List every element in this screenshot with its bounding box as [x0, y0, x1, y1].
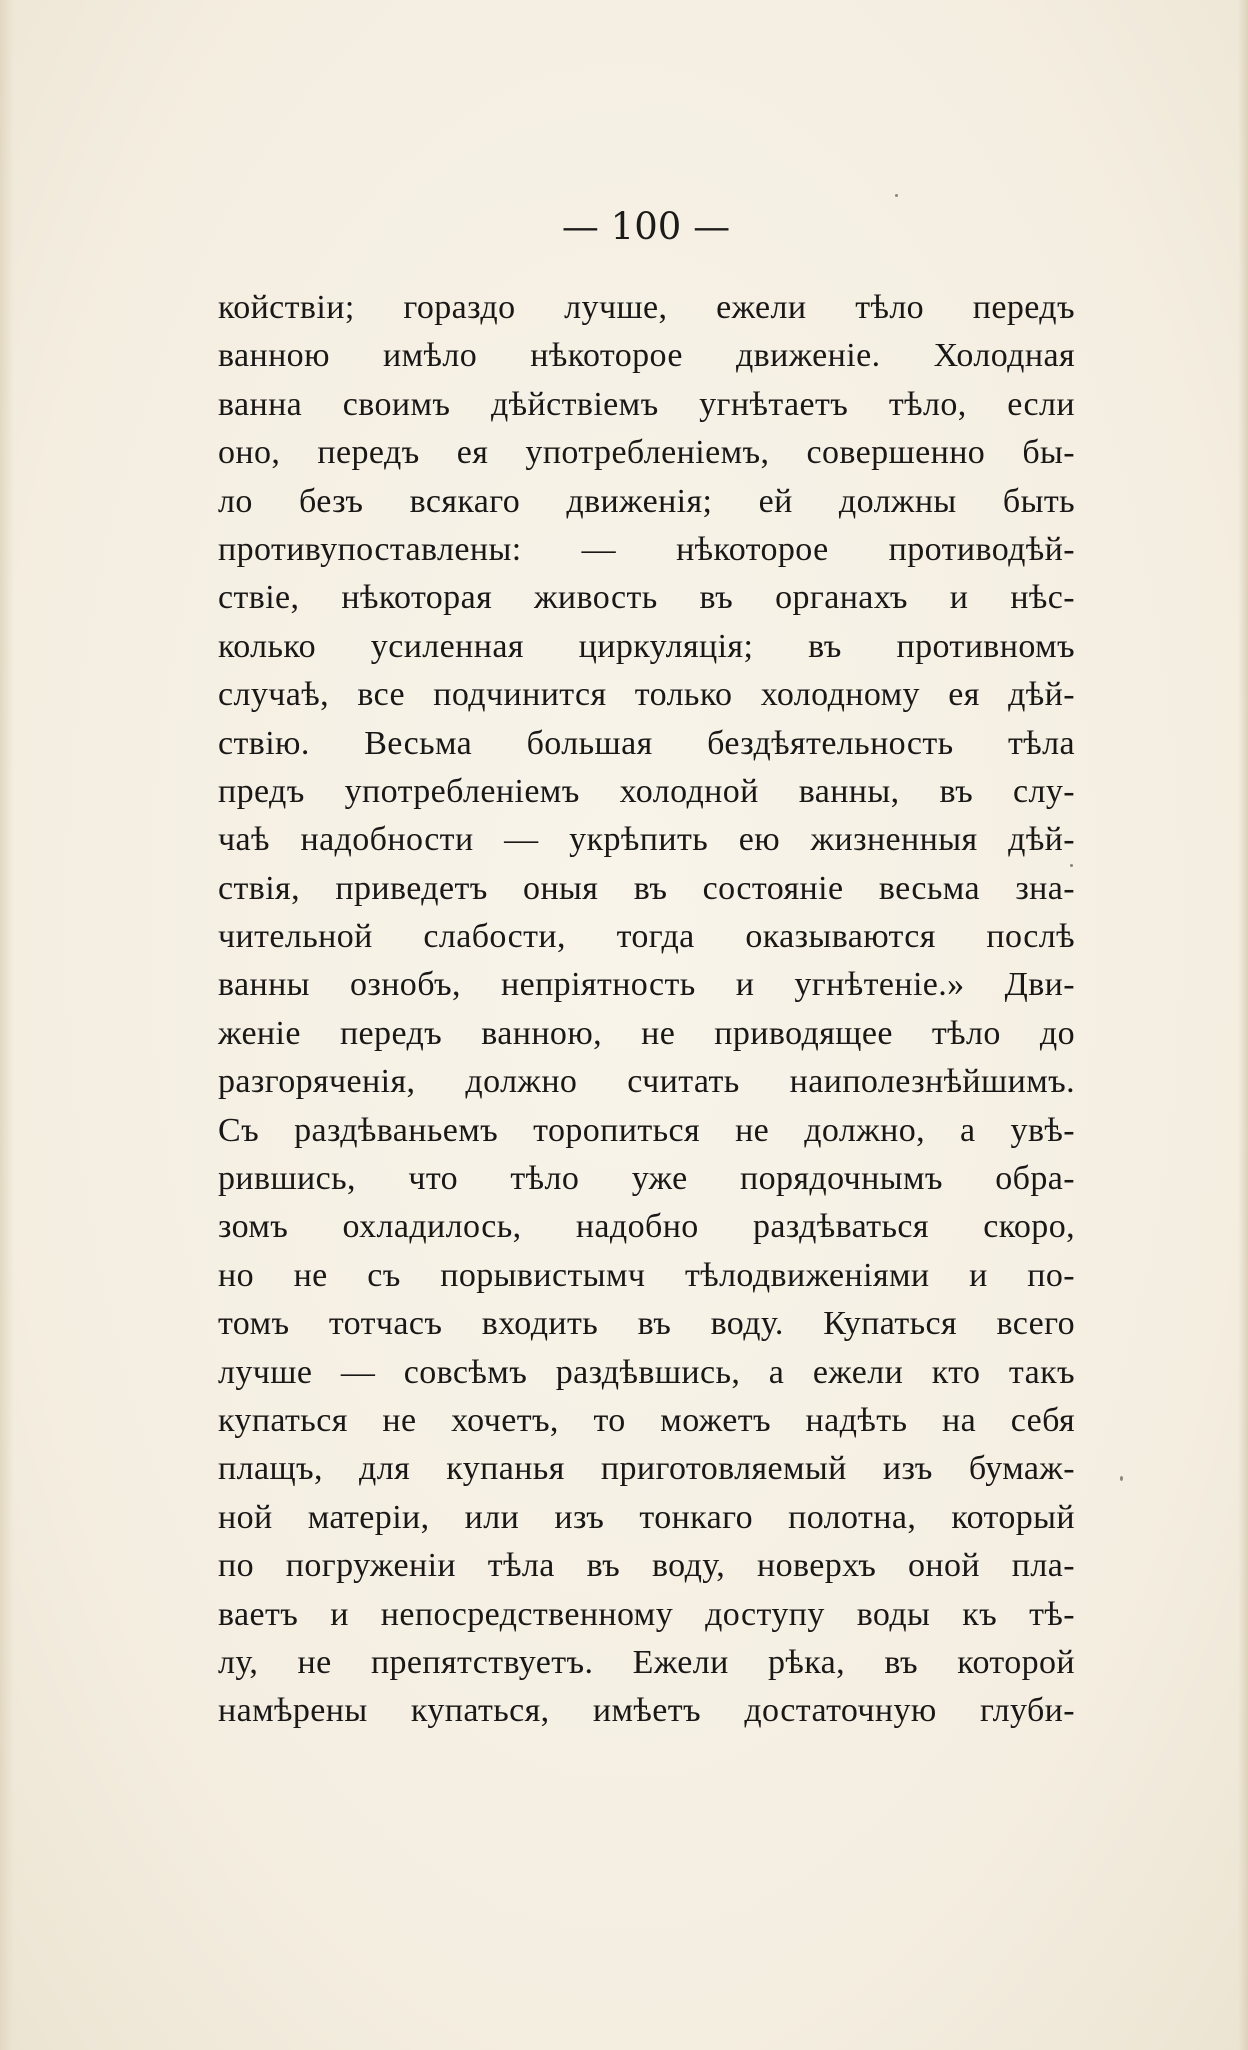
page-edge-shadow-right	[1238, 0, 1248, 2050]
text-line: по погруженіи тѣла въ воду, новерхъ оной пла-	[218, 1547, 1075, 1585]
text-line: колько усиленная циркуляція; въ противномъ	[218, 627, 1075, 665]
text-line: лучше — совсѣмъ раздѣвшись, а ежели кто такъ	[218, 1353, 1075, 1391]
text-line: койствіи; гораздо лучше, ежели тѣло передъ	[218, 289, 1075, 326]
paper-speck	[895, 194, 898, 197]
text-line: томъ тотчасъ входить въ воду. Купаться всего	[218, 1305, 1075, 1343]
text-line: чительной слабости, тогда оказываются послѣ	[218, 918, 1075, 956]
text-line: зомъ охладилось, надобно раздѣваться скоро,	[218, 1208, 1075, 1246]
paper-speck	[1070, 864, 1073, 867]
page-number: — 100 —	[561, 205, 731, 248]
text-line: лу, не препятствуетъ. Ежели рѣка, въ которой	[218, 1643, 1075, 1681]
text-line: разгоряченія, должно считать наиполезнѣйшимъ.	[218, 1063, 1075, 1101]
text-line: оно, передъ ея употребленіемъ, совершенно бы-	[218, 434, 1075, 472]
text-line: чаѣ надобности — укрѣпить ею жизненныя дѣй-	[218, 821, 1075, 859]
text-line: ванною имѣло нѣкоторое движеніе. Холодная	[218, 337, 1075, 375]
body-text	[218, 284, 1075, 1736]
text-line: Съ раздѣваньемъ торопиться не должно, а увѣ-	[218, 1111, 1075, 1149]
text-line: случаѣ, все подчинится только холодному ея дѣй-	[218, 676, 1075, 714]
text-line: ванна своимъ дѣйствіемъ угнѣтаетъ тѣло, если	[218, 385, 1075, 423]
text-line: ванны ознобъ, непріятность и угнѣтеніе.» Дви-	[218, 966, 1075, 1004]
text-line: плащъ, для купанья приготовляемый изъ бумаж-	[218, 1450, 1075, 1488]
paper-speck	[1120, 1476, 1123, 1481]
text-line: ствіе, нѣкоторая живость въ органахъ и нѣс-	[218, 579, 1075, 617]
text-line: ваетъ и непосредственному доступу воды къ тѣ-	[218, 1595, 1075, 1633]
text-line: ствія, приведетъ оныя въ состояніе весьма зна-	[218, 869, 1075, 907]
text-line: но не съ порывистымч тѣлодвиженіями и по-	[218, 1256, 1075, 1294]
text-line: рившись, что тѣло уже порядочнымъ обра-	[218, 1160, 1075, 1198]
text-line: ло безъ всякаго движенія; ей должны быть	[218, 482, 1075, 520]
text-line: женіе передъ ванною, не приводящее тѣло до	[218, 1014, 1075, 1052]
text-line: ной матеріи, или изъ тонкаго полотна, который	[218, 1498, 1075, 1536]
text-line: противупоставлены: — нѣкоторое противодѣй-	[218, 530, 1075, 568]
text-line: ствію. Весьма большая бездѣятельность тѣла	[218, 724, 1075, 762]
text-line: намѣрены купаться, имѣетъ достаточную глуби-	[218, 1692, 1075, 1730]
text-line: купаться не хочетъ, то можетъ надѣть на себя	[218, 1401, 1075, 1439]
text-line: предъ употребленіемъ холодной ванны, въ слу-	[218, 772, 1075, 810]
page-edge-shadow-left	[0, 0, 14, 2050]
